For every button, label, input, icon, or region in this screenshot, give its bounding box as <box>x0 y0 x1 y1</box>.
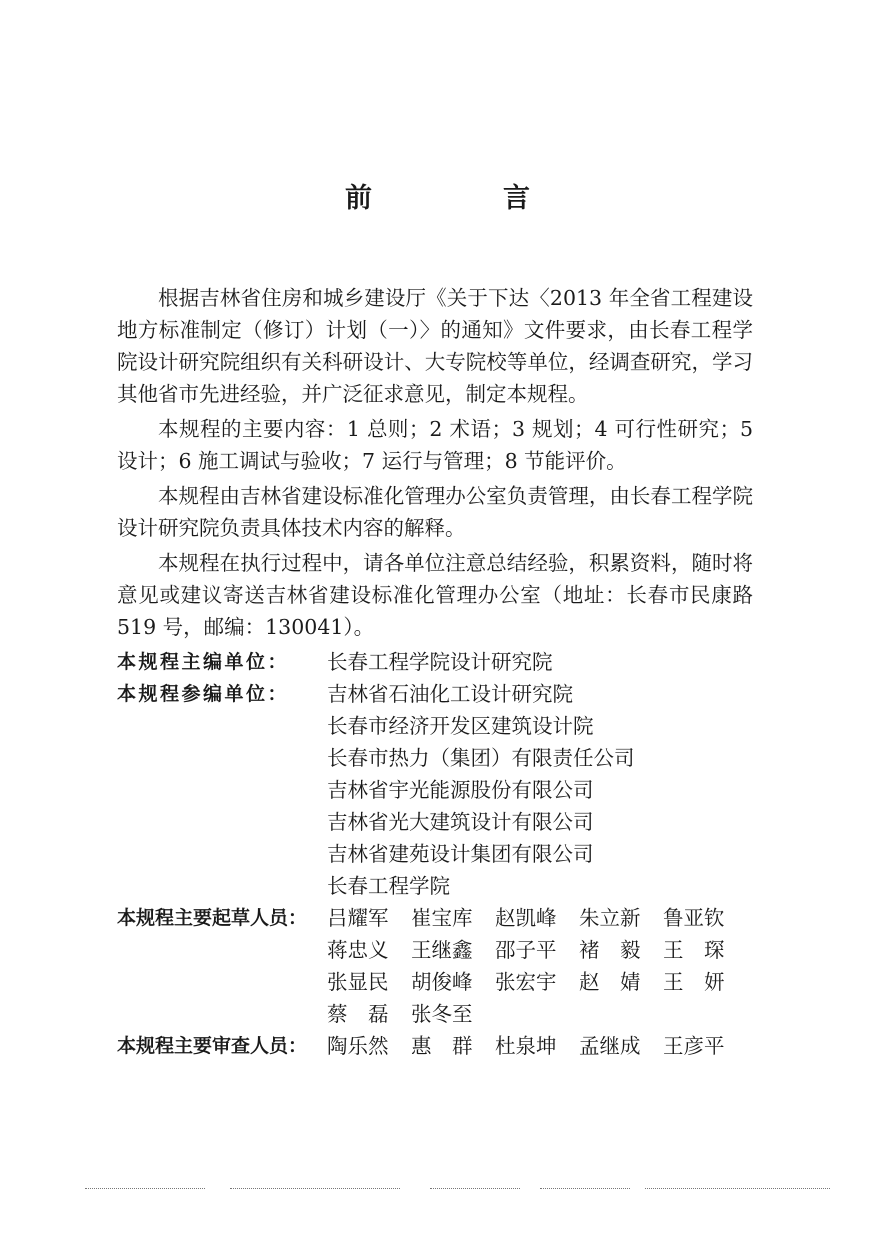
scan-artifact-line <box>230 1188 400 1191</box>
person-name: 鲁亚钦 <box>663 906 725 930</box>
chief-unit-label: 本规程主编单位： <box>117 651 290 673</box>
participating-units-list <box>327 678 753 902</box>
list-item: 吉林省建苑设计集团有限公司 <box>327 842 594 866</box>
chief-unit-value: 长春工程学院设计研究院 <box>327 650 553 674</box>
person-name: 王 妍 <box>663 970 725 994</box>
person-name: 孟继成 <box>579 1034 641 1058</box>
person-name: 张显民 <box>327 970 389 994</box>
preface-body <box>117 282 753 1062</box>
list-item: 吉林省石油化工设计研究院 <box>327 682 573 706</box>
paragraph-contents: 本规程的主要内容：1 总则；2 术语；3 规划；4 可行性研究；5 设计；6 施工调试与验收；7 运行与管理；8 节能评价。 <box>117 417 753 473</box>
person-name: 杜泉坤 <box>495 1034 557 1058</box>
scan-artifact-line <box>85 1188 205 1191</box>
person-name: 胡俊峰 <box>411 970 473 994</box>
scan-artifact-line <box>645 1188 830 1191</box>
person-name: 陶乐然 <box>327 1034 389 1058</box>
reviewers-names <box>327 1030 753 1062</box>
scan-artifact-line <box>430 1188 520 1191</box>
person-name: 王 琛 <box>663 938 725 962</box>
paragraph-management: 本规程由吉林省建设标准化管理办公室负责管理，由长春工程学院设计研究院负责具体技术内容的解释。 <box>117 484 753 540</box>
person-name: 蔡 磊 <box>327 1002 389 1026</box>
person-name: 张宏宇 <box>495 970 557 994</box>
person-name: 崔宝库 <box>411 906 473 930</box>
participating-units-row <box>117 678 753 902</box>
list-item: 吉林省光大建筑设计有限公司 <box>327 810 594 834</box>
drafters-label: 本规程主要起草人员： <box>117 907 308 929</box>
person-name: 吕耀军 <box>327 906 389 930</box>
person-name: 张冬至 <box>411 1002 473 1026</box>
list-item: 长春工程学院 <box>327 874 450 898</box>
reviewers-row <box>117 1030 753 1062</box>
person-name: 王彦平 <box>663 1034 725 1058</box>
person-name: 赵 婧 <box>579 970 641 994</box>
paragraph-basis: 根据吉林省住房和城乡建设厅《关于下达〈2013 年全省工程建设地方标准制定（修订）计划（一）〉的通知》文件要求，由长春工程学院设计研究院组织有关科研设计、大专院校等单位，经调查研究，学习其他省市先进经验，并广泛征求意见，制定本规程。 <box>117 286 753 406</box>
list-item: 长春市经济开发区建筑设计院 <box>327 714 594 738</box>
chief-unit-row <box>117 646 753 678</box>
drafters-row <box>117 902 753 1030</box>
person-name: 惠 群 <box>411 1034 473 1058</box>
person-name: 赵凯峰 <box>495 906 557 930</box>
page-title: 前 言 <box>345 183 582 214</box>
person-name: 褚 毅 <box>579 938 641 962</box>
list-item: 长春市热力（集团）有限责任公司 <box>327 746 635 770</box>
list-item: 吉林省宇光能源股份有限公司 <box>327 778 594 802</box>
drafters-names <box>327 902 753 1030</box>
paragraph-feedback: 本规程在执行过程中，请各单位注意总结经验，积累资料，随时将意见或建议寄送吉林省建设标准化管理办公室（地址：长春市民康路 519 号，邮编：130041）。 <box>117 551 753 639</box>
participating-units-label: 本规程参编单位： <box>117 683 290 705</box>
person-name: 朱立新 <box>579 906 641 930</box>
scan-artifact-line <box>540 1188 630 1191</box>
person-name: 王继鑫 <box>411 938 473 962</box>
reviewers-label: 本规程主要审查人员： <box>117 1035 308 1057</box>
person-name: 蒋忠义 <box>327 938 389 962</box>
person-name: 邵子平 <box>495 938 557 962</box>
